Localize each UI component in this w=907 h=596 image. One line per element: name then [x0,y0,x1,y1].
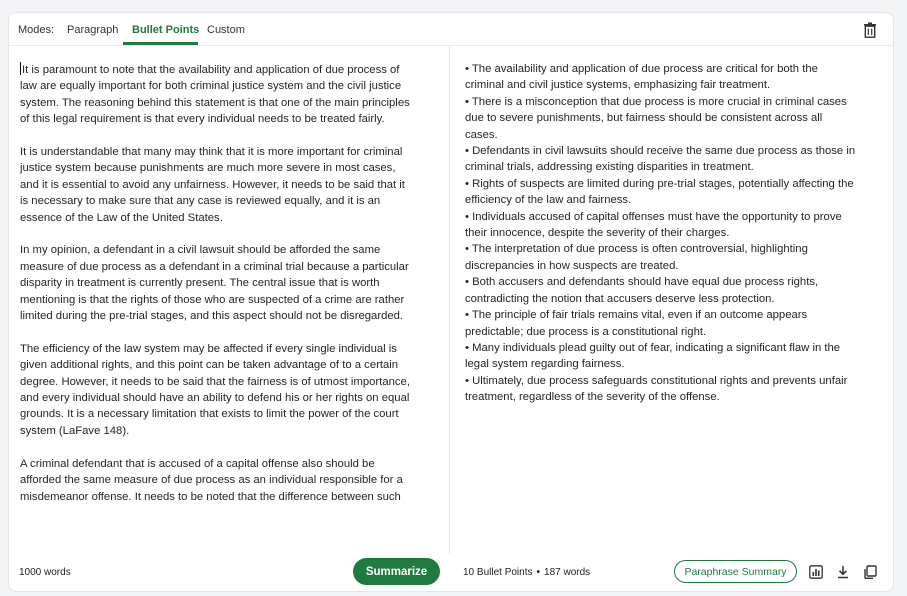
separator-dot: • [536,567,541,578]
summary-word-count: 187 words [544,567,591,578]
input-word-count: 1000 words [19,567,71,578]
tab-paragraph[interactable]: Paragraph [67,24,119,36]
mode-tabs [9,13,893,46]
input-paragraph: The efficiency of the law system may be affected if every single individual is given additional rights, and this point can be taken advantage of to a certain degree. However, it needs to be said that the fairness is of utmost importance, and every individual should have an ability to defend his or her rights on equal grounds. It is a necessary limitation that exists to limit the power of the court system (LaFave 148). [20,342,410,437]
trash-icon[interactable] [863,22,877,38]
bullet-item: • Ultimately, due process safeguards constitutional rights and prevents unfair treatment, regardless of the severity of the offense. [465,374,848,404]
input-paragraph: It is paramount to note that the availability and application of due process of law are equally important for both criminal justice system and the civil justice system. The reasoning behind this statement is that one of the main principles of this legal requirement is that every individual needs to be treated fairly. [20,64,410,126]
bullet-item: • Defendants in civil lawsuits should receive the same due process as those in criminal trials, addressing existing disparities in treatment. [465,145,856,174]
input-text[interactable] [20,62,416,521]
bullet-item: • The principle of fair trials remains vital, even if an outcome appears predictable; due process is a constitutional right. [465,309,808,338]
bullet-item: • Both accusers and defendants should have equal due process rights, contradicting the notion that accusers deserve less protection. [465,276,819,305]
input-text-area[interactable] [9,46,450,554]
modes-label: Modes: [18,24,55,36]
text-cursor [20,62,21,75]
summarizer-card [8,12,894,592]
bullet-item: • The availability and application of due process are critical for both the criminal and civil justice systems, emphasizing fair treatment. [465,63,818,92]
summary-output-area [450,46,890,554]
input-paragraph: It is understandable that many may think that it is more important for criminal justice system because punishments are much more severe in most cases, and it is essential to avoid any unfairness. However, it needs to be said that it is necessary to make sure that any case is reviewed equally, and it is an essence of the Law of the United States. [20,146,405,224]
bullet-item: • The interpretation of due process is often controversial, highlighting discrepancies in how suspects are treated. [465,243,808,272]
paraphrase-summary-button[interactable]: Paraphrase Summary [674,560,797,583]
tab-bullet-points[interactable]: Bullet Points [132,24,200,36]
bullet-item: • There is a misconception that due process is more crucial in criminal cases due to severe punishments, but fairness should be consistent across all cases. [465,95,847,141]
bar-chart-icon[interactable] [809,565,823,579]
active-tab-indicator [123,42,198,45]
copy-icon[interactable] [863,565,877,579]
summarize-button[interactable]: Summarize [353,558,440,585]
tab-custom[interactable]: Custom [207,24,245,36]
summary-stats [463,567,590,578]
bullet-item: • Individuals accused of capital offenses must have the opportunity to prove their innocence, despite the severity of their charges. [465,210,842,240]
bullet-list [465,61,857,406]
bullet-item: • Many individuals plead guilty out of fear, indicating a significant flaw in the legal system regarding fairness. [465,341,841,371]
download-icon[interactable] [836,565,850,579]
input-paragraph: A criminal defendant that is accused of a capital offense also should be afforded the same measure of due process as an individual responsible for a misdemeanor offense. It needs to be noted that the difference between such [20,457,403,503]
bullet-count: 10 Bullet Points [463,567,533,578]
bullet-item: • Rights of suspects are limited during pre-trial stages, potentially affecting the efficiency of the law and fairness. [465,177,854,207]
input-paragraph: In my opinion, a defendant in a civil lawsuit should be afforded the same measure of due process as a defendant in a criminal trial because a particular disparity in treatment is currently present. The central issue that is worth mentioning is that the rights of those who are suspected of a crime are rather limited during the pre-trial stages, and this aspect should not be disregarded. [20,244,409,323]
